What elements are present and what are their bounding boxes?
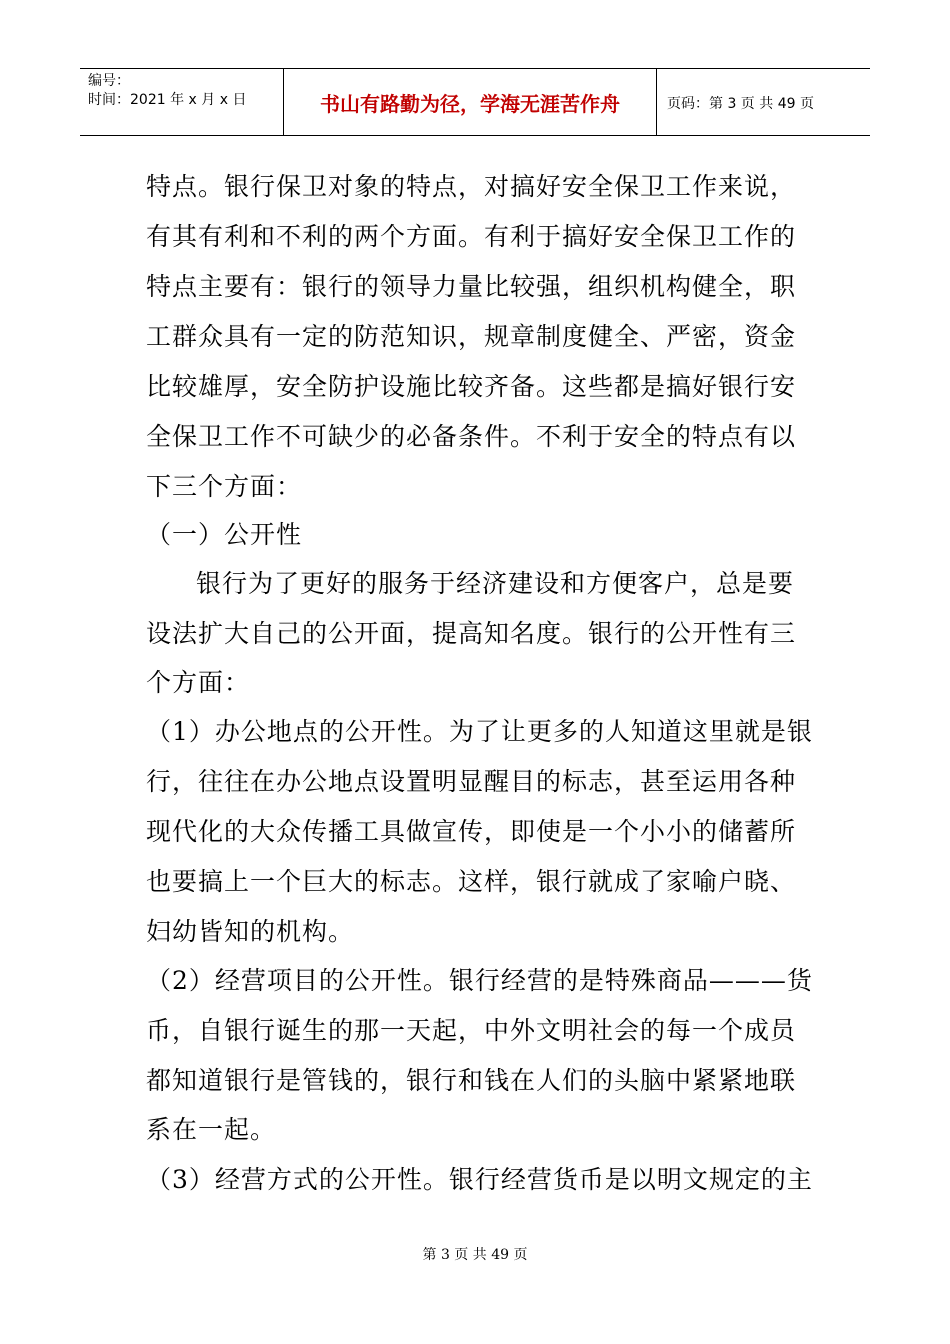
body-line: 现代化的大众传播工具做宣传，即使是一个小小的储蓄所 bbox=[146, 817, 797, 846]
body-line: 工群众具有一定的防范知识，规章制度健全、严密，资金 bbox=[146, 322, 797, 351]
body-line: 特点主要有：银行的领导力量比较强，组织机构健全，职 bbox=[146, 272, 797, 301]
document-code-label: 编号： bbox=[88, 73, 130, 89]
body-line: 设法扩大自己的公开面，提高知名度。银行的公开性有三 bbox=[146, 619, 797, 648]
header-motto: 书山有路勤为径，学海无涯苦作舟 bbox=[320, 92, 620, 116]
body-line: 特点。银行保卫对象的特点，对搞好安全保卫工作来说， bbox=[146, 172, 797, 201]
body-line: 币，自银行诞生的那一天起，中外文明社会的每一个成员 bbox=[146, 1016, 797, 1045]
body-line: 行，往往在办公地点设置明显醒目的标志，甚至运用各种 bbox=[146, 767, 797, 796]
body-line: （3）经营方式的公开性。银行经营货币是以明文规定的主 bbox=[146, 1165, 813, 1194]
header-middle-cell bbox=[283, 69, 657, 135]
header-page-number: 页码：第 3 页 共 49 页 bbox=[667, 96, 814, 112]
section-heading: （一）公开性 bbox=[146, 520, 303, 549]
body-line: （2）经营项目的公开性。银行经营的是特殊商品———货 bbox=[146, 966, 813, 995]
body-line: 都知道银行是管钱的，银行和钱在人们的头脑中紧紧地联 bbox=[146, 1066, 797, 1095]
header-left-cell bbox=[80, 69, 283, 135]
document-time-label: 时间：2021 年 x 月 x 日 bbox=[88, 92, 247, 108]
body-line: 全保卫工作不可缺少的必备条件。不利于安全的特点有以 bbox=[146, 422, 797, 451]
body-line: 个方面： bbox=[146, 668, 251, 697]
page-footer: 第 3 页 共 49 页 bbox=[422, 1247, 528, 1263]
body-line: 银行为了更好的服务于经济建设和方便客户，总是要 bbox=[196, 569, 795, 598]
page-header bbox=[80, 68, 870, 136]
header-right-cell bbox=[657, 69, 870, 135]
body-line: 下三个方面： bbox=[146, 472, 303, 501]
body-line: 系在一起。 bbox=[146, 1115, 277, 1144]
body-line: 有其有利和不利的两个方面。有利于搞好安全保卫工作的 bbox=[146, 222, 797, 251]
body-line: 也要搞上一个巨大的标志。这样，银行就成了家喻户晓、 bbox=[146, 867, 797, 896]
body-line: 比较雄厚，安全防护设施比较齐备。这些都是搞好银行安 bbox=[146, 372, 797, 401]
body-line: 妇幼皆知的机构。 bbox=[146, 917, 355, 946]
body-line: （1）办公地点的公开性。为了让更多的人知道这里就是银 bbox=[146, 717, 813, 746]
